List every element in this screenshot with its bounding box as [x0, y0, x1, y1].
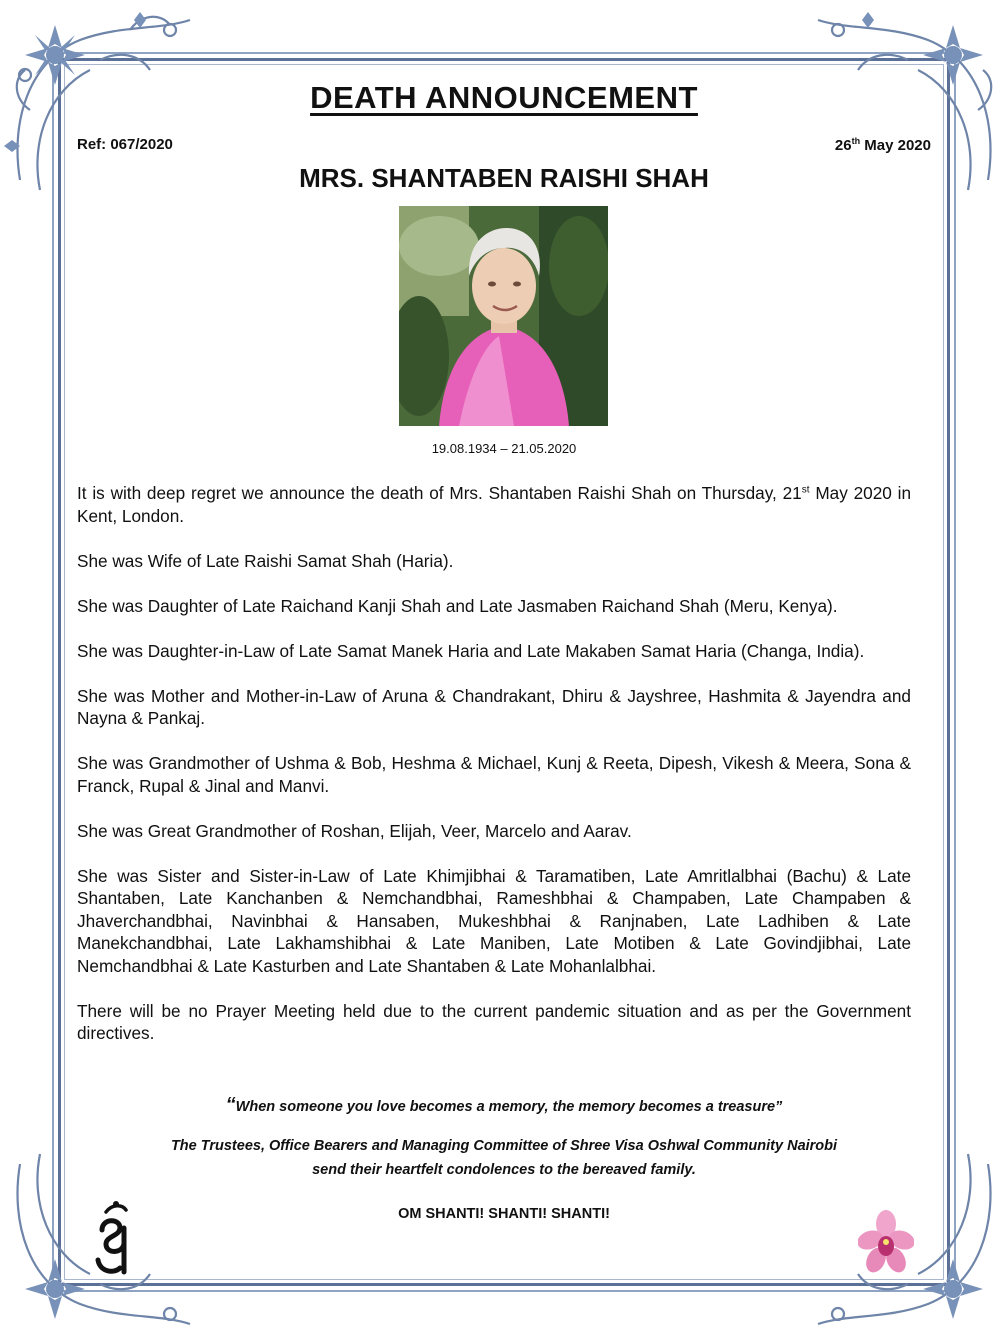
paragraph-mother: She was Mother and Mother-in-Law of Aruna & Chandrakant, Dhiru & Jayshree, Hashmita & Jayendra and Nayna & Pankaj.	[77, 685, 911, 728]
page-title	[0, 80, 1008, 116]
title-text: DEATH ANNOUNCEMENT	[310, 80, 698, 115]
quote-mark: “	[225, 1094, 236, 1116]
announcement-body	[77, 482, 911, 1067]
date-day: 26	[834, 137, 852, 154]
paragraph-daughter: She was Daughter of Late Raichand Kanji Shah and Late Jasmaben Raichand Shah (Meru, Kenya).	[77, 595, 838, 616]
paragraph-text: May 2020 in Kent, London.	[77, 483, 912, 526]
memorial-quote	[0, 1094, 1008, 1117]
paragraph-wife: She was Wife of Late Raishi Samat Shah (Haria).	[77, 550, 454, 571]
paragraph-prayer-meeting: There will be no Prayer Meeting held due to the current pandemic situation and as per the Government directives.	[77, 1000, 911, 1043]
date-rest: May 2020	[860, 137, 931, 154]
ordinal-suffix: st	[801, 484, 810, 496]
date-suffix: th	[851, 136, 861, 146]
paragraph-great-grandmother: She was Great Grandmother of Roshan, Elijah, Veer, Marcelo and Aarav.	[77, 820, 632, 841]
jain-symbol-icon	[92, 1200, 136, 1278]
quote-text: When someone you love becomes a memory, the memory becomes a treasure”	[235, 1099, 783, 1115]
paragraph-grandmother: She was Grandmother of Ushma & Bob, Heshma & Michael, Kunj & Reeta, Dipesh, Vikesh & Meera, Sona & Franck, Rupal & Jinal and Manvi.	[77, 753, 911, 796]
announcement-date	[835, 136, 931, 154]
pink-orchid-icon	[858, 1210, 914, 1276]
paragraph-text: It is with deep regret we announce the death of Mrs. Shantaben Raishi Shah on Thursday, 21	[77, 483, 802, 503]
condolence-line: The Trustees, Office Bearers and Managing Committee of Shree Visa Oshwal Community Nairobi	[170, 1138, 838, 1154]
paragraph-sister: She was Sister and Sister-in-Law of Late Khimjibhai & Taramatiben, Late Amritlalbhai (Bachu) & Late Shantaben, Late Kanchanben & Nemchandbhai, Rameshbhai & Champaben, Late Champaben & Jhaverchandbhai, Navinbhai & Hansaben, Mukeshbhai & Ranjnaben, Late Ladhiben & Late Manekchandbhai, Late Lakhamshibhai & Late Maniben, Late Motiben & Late Govindjibhai, Late Nemchandbhai & Late Kasturben and Late Shantaben & Late Mohanlalbhai.	[77, 865, 911, 976]
condolence-line: send their heartfelt condolences to the bereaved family.	[312, 1162, 696, 1178]
om-shanti: OM SHANTI! SHANTI! SHANTI!	[398, 1206, 610, 1222]
paragraph-announcement	[77, 482, 911, 527]
paragraph-daughter-in-law: She was Daughter-in-Law of Late Samat Manek Haria and Late Makaben Samat Haria (Changa, India).	[77, 640, 865, 661]
portrait-photo	[399, 206, 608, 426]
condolence-message	[0, 1134, 1008, 1182]
reference-number: Ref: 067/2020	[77, 136, 173, 153]
deceased-name: MRS. SHANTABEN RAISHI SHAH	[299, 163, 709, 193]
life-dates: 19.08.1934 – 21.05.2020	[431, 441, 577, 456]
